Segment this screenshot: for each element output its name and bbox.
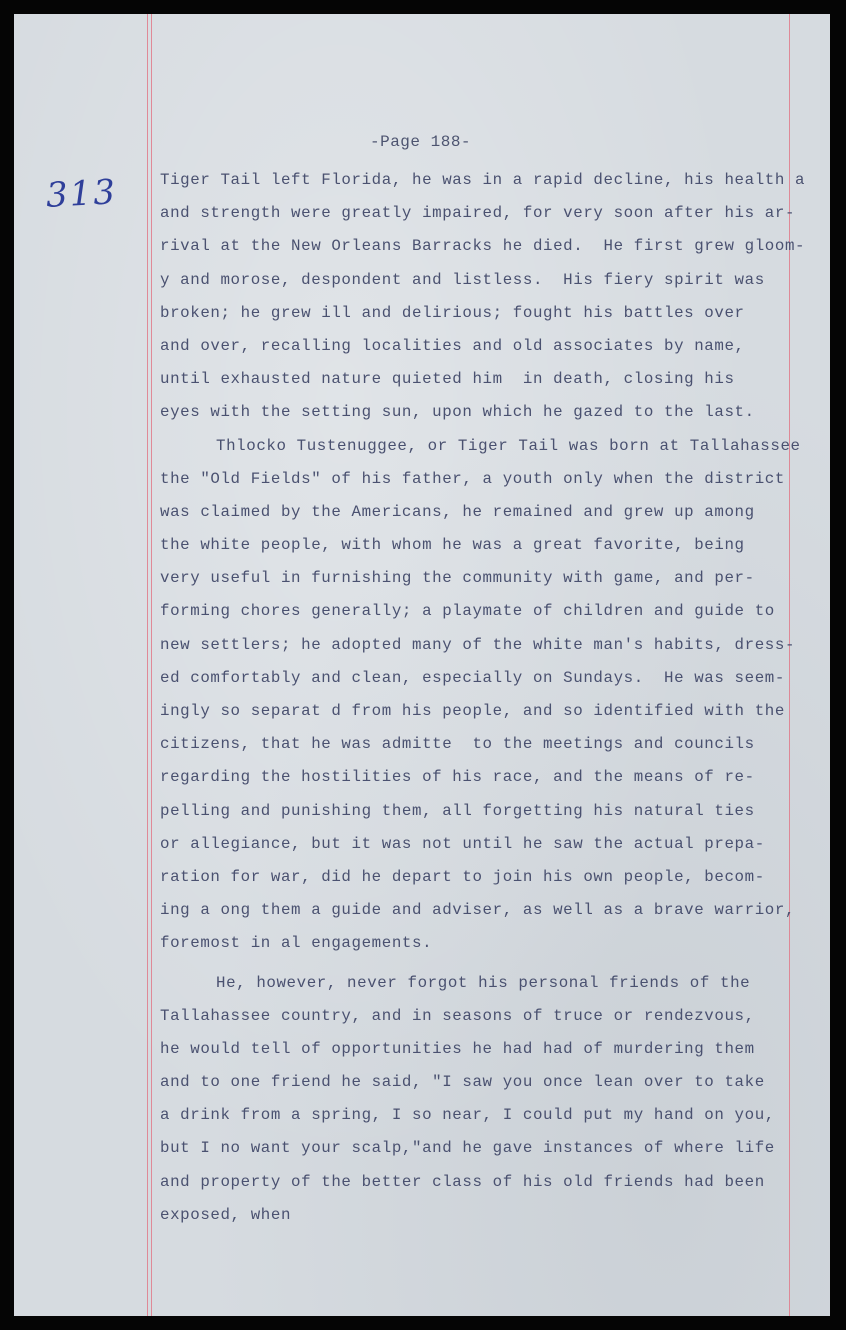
left-margin-rule xyxy=(147,14,148,1316)
text-line: ed comfortably and clean, especially on Sundays. He was seem- xyxy=(160,668,785,687)
text-line: ration for war, did he depart to join his own people, becom- xyxy=(160,867,765,886)
text-line: y and morose, despondent and listless. His fiery spirit was xyxy=(160,270,765,289)
text-line: Tallahassee country, and in seasons of truce or rendezvous, xyxy=(160,1006,755,1025)
text-line: regarding the hostilities of his race, and the means of re- xyxy=(160,768,755,787)
text-line: until exhausted nature quieted him in death, closing his xyxy=(160,370,735,389)
text-line: he would tell of opportunities he had had of murdering them xyxy=(160,1039,755,1058)
text-line: rival at the New Orleans Barracks he died. He first grew gloom- xyxy=(160,237,806,256)
text-line: the "Old Fields" of his father, a youth only when the district xyxy=(160,469,785,488)
left-margin-rule-inner xyxy=(151,14,152,1316)
text-line: exposed, when xyxy=(160,1205,292,1224)
text-line: ing a ong them a guide and adviser, as well as a brave warrior, xyxy=(160,901,796,920)
text-line: forming chores generally; a playmate of children and guide to xyxy=(160,602,775,621)
text-line: was claimed by the Americans, he remained and grew up among xyxy=(160,502,755,521)
page-header: -Page 188- xyxy=(370,133,472,151)
text-line: and over, recalling localities and old associates by name, xyxy=(160,336,745,355)
text-line: Thlocko Tustenuggee, or Tiger Tail was born at Tallahassee xyxy=(216,436,801,455)
text-line: the white people, with whom he was a great favorite, being xyxy=(160,536,745,555)
text-line: eyes with the setting sun, upon which he gazed to the last. xyxy=(160,403,755,422)
text-line: citizens, that he was admitte to the meetings and councils xyxy=(160,735,755,754)
text-line: new settlers; he adopted many of the white man's habits, dress- xyxy=(160,635,796,654)
text-line: ingly so separat d from his people, and so identified with the xyxy=(160,702,785,720)
handwritten-folio-number: 313 xyxy=(45,172,118,216)
text-line: Tiger Tail left Florida, he was in a rapid decline, his health a xyxy=(160,171,806,189)
typed-text-body xyxy=(160,164,820,1232)
text-line: or allegiance, but it was not until he saw the actual prepa- xyxy=(160,834,765,853)
text-line: pelling and punishing them, all forgetting his natural ties xyxy=(160,801,755,820)
text-line: and to one friend he said, "I saw you once lean over to take xyxy=(160,1073,765,1092)
text-line: and property of the better class of his old friends had been xyxy=(160,1172,765,1191)
text-line: foremost in al engagements. xyxy=(160,934,433,953)
text-line: broken; he grew ill and delirious; fought his battles over xyxy=(160,303,745,322)
text-line: He, however, never forgot his personal friends of the xyxy=(216,973,751,992)
text-line: a drink from a spring, I so near, I could put my hand on you, xyxy=(160,1106,775,1125)
text-line: but I no want your scalp,"and he gave instances of where life xyxy=(160,1139,775,1158)
text-line: very useful in furnishing the community with game, and per- xyxy=(160,569,755,588)
text-line: and strength were greatly impaired, for very soon after his ar- xyxy=(160,204,796,223)
